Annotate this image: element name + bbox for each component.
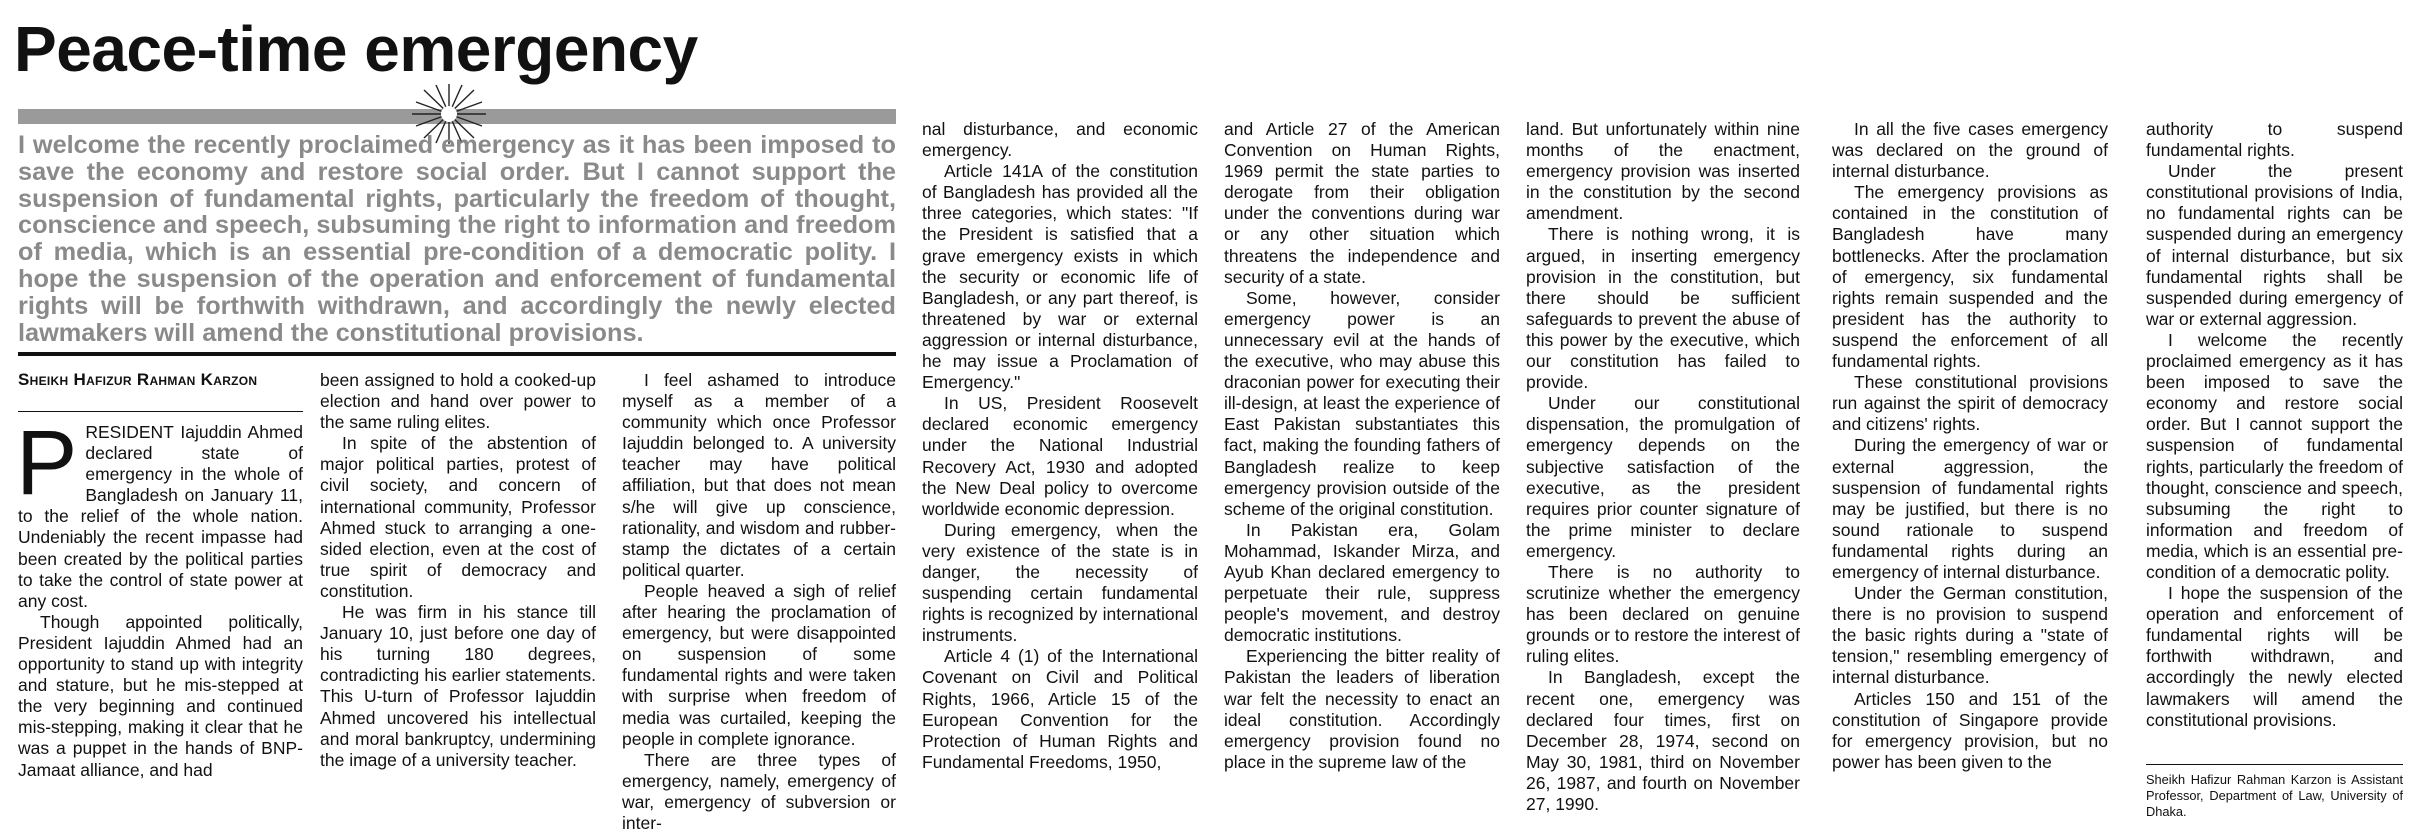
article-paragraph: In all the five cases emergency was declared on the ground of internal disturbance. [1832,119,2108,182]
article-column-6 [1526,119,1800,815]
article-column-5 [1224,119,1500,773]
article-paragraph: He was firm in his stance till January 10, just before one day of his turning 180 degrees, contradicting his earlier statements. This U-turn of Professor Iajuddin Ahmed uncovered his intellectual and moral bankruptcy, undermining the image of a university teacher. [320,602,596,770]
article-paragraph: authority to suspend fundamental rights. [2146,119,2403,161]
article-paragraph: In Bangladesh, except the recent one, emergency was declared four times, first on December 28, 1974, second on May 30, 1981, third on November 26, 1987, and fourth on November 27, 1990. [1526,667,1800,814]
article-paragraph: I feel ashamed to introduce myself as a member of a community which once Professor Iajuddin belonged to. A university teacher may have political affiliation, but that does not mean s/he will give up conscience, rationality, and wisdom and rubber-stamp the dictates of a certain political quarter. [622,370,896,580]
article-paragraph: I welcome the recently proclaimed emergency as it has been imposed to save the economy and restore social order. But I cannot support the suspension of fundamental rights, particularly the freedom of thought, conscience and speech, subsuming the right to information and freedom of media, which is an essential pre-condition of a democratic polity. [2146,329,2403,582]
article-paragraph: Some, however, consider emergency power is an unnecessary evil at the hands of the executive, who may abuse this draconian power for executing their ill-design, at least the experience of East Pakistan substantiates this fact, making the founding fathers of Bangladesh realize to keep emergency provision outside of the scheme of the original constitution. [1224,287,1500,519]
author-bio-rule [2146,764,2403,765]
byline: Sheikh Hafizur Rahman Karzon [18,370,258,389]
article-paragraph: Article 4 (1) of the International Covenant on Civil and Political Rights, 1966, Article 15 of the European Convention for the Protection of Human Rights and Fundamental Freedoms, 1950, [922,646,1198,772]
article-paragraph: I hope the suspension of the operation and enforcement of fundamental rights will be forthwith withdrawn, and accordingly the newly elected lawmakers will amend the constitutional provisions. [2146,583,2403,730]
article-column-2 [320,370,596,771]
article-paragraph: Articles 150 and 151 of the constitution of Singapore provide for emergency provision, but no power has been given to the [1832,688,2108,772]
article-paragraph: Though appointed politically, President Iajuddin Ahmed had an opportunity to stand up with integrity and stature, but he mis-stepped at the very beginning and continued mis-stepping, making it clear that he was a puppet in the hands of BNP-Jamaat alliance, and had [18,611,303,780]
author-bio: Sheikh Hafizur Rahman Karzon is Assistant Professor, Department of Law, University of Dhaka. [2146,772,2403,819]
article-paragraph: Article 141A of the constitution of Bangladesh has provided all the three categories, which states: "If the President is satisfied that a grave emergency exists in which the security or economic life of Bangladesh, or any part thereof, is threatened by war or external aggression or internal disturbance, he may issue a Proclamation of Emergency." [922,161,1198,393]
headline: Peace-time emergency [14,13,698,85]
article-paragraph: There are three types of emergency, namely, emergency of war, emergency of subversion or inter- [622,749,896,833]
article-paragraph: been assigned to hold a cooked-up election and hand over power to the same ruling elites. [320,370,596,433]
article-paragraph: People heaved a sigh of relief after hearing the proclamation of emergency, but were disappointed on suspension of some fundamental rights and were taken with surprise when freedom of media was curtailed, keeping the people in complete ignorance. [622,580,896,749]
article-paragraph: There is no authority to scrutinize whether the emergency has been declared on genuine grounds or to restore the interest of ruling elites. [1526,561,1800,667]
article-paragraph: Experiencing the bitter reality of Pakistan the leaders of liberation war felt the necessity to enact an ideal constitution. Accordingly emergency provision found no place in the supreme law of the [1224,646,1500,772]
article-column-7 [1832,119,2108,773]
article-paragraph: These constitutional provisions run against the spirit of democracy and citizens' rights. [1832,372,2108,435]
article-paragraph: Under our constitutional dispensation, the promulgation of emergency depends on the subjective satisfaction of the executive, as the president requires prior counter signature of the prime minister to declare emergency. [1526,393,1800,561]
article-paragraph: In US, President Roosevelt declared economic emergency under the National Industrial Recovery Act, 1930 and adopted the New Deal policy to overcome worldwide economic depression. [922,393,1198,519]
article-paragraph: nal disturbance, and economic emergency. [922,119,1198,161]
article-paragraph: Under the present constitutional provisions of India, no fundamental rights can be suspended during an emergency of internal disturbance, but six fundamental rights shall be suspended during emergency of war or external aggression. [2146,161,2403,329]
article-paragraph: and Article 27 of the American Convention on Human Rights, 1969 permit the state parties to derogate from their obligation under the conventions during war or any other situation which threatens the independence and security of a state. [1224,119,1500,287]
article-paragraph: Under the German constitution, there is no provision to suspend the basic rights during a "state of tension," resembling emergency of internal disturbance. [1832,583,2108,688]
article-column-3 [622,370,896,834]
article-paragraph: In spite of the abstention of major political parties, protest of civil society, and concern of international community, Professor Ahmed stuck to arranging a one-sided election, even at the cost of true spirit of democracy and constitution. [320,433,596,601]
drop-cap: P [16,412,78,514]
article-column-1 [16,412,303,781]
article-paragraph: In Pakistan era, Golam Mohammad, Iskander Mirza, and Ayub Khan declared emergency to perpetuate their rule, suppress people's movement, and destroy democratic institutions. [1224,519,1500,646]
article-paragraph: land. But unfortunately within nine months of the enactment, emergency provision was inserted in the constitution by the second amendment. [1526,119,1800,224]
standfirst-rule [18,352,896,356]
article-column-8 [2146,119,2403,731]
article-column-4 [922,119,1198,773]
article-paragraph: There is nothing wrong, it is argued, in inserting emergency provision in the constitution, but there should be sufficient safeguards to prevent the abuse of this power by the executive, which our constitution has failed to provide. [1526,224,1800,393]
article-paragraph: During emergency, when the very existence of the state is in danger, the necessity of suspending certain fundamental rights is recognized by international instruments. [922,519,1198,646]
article-paragraph: PRESIDENT Iajuddin Ahmed declared state of emergency in the whole of Bangladesh on January 11, to the relief of the whole nation. Undeniably the recent impasse had been created by the political parties to take the control of state power at any cost. [16,412,303,611]
standfirst: I welcome the recently proclaimed emergency as it has been imposed to save the economy and restore social order. But I cannot support the suspension of fundamental rights, particularly the freedom of thought, conscience and speech, subsuming the right to information and freedom of media, which is an essential pre-condition of a democratic polity. I hope the suspension of the operation and enforcement of fundamental rights will be forthwith withdrawn, and accordingly the newly elected lawmakers will amend the constitutional provisions. [18,131,896,347]
article-paragraph: During the emergency of war or external aggression, the suspension of fundamental rights may be justified, but there is no sound rationale to suspend fundamental rights during an emergency of internal disturbance. [1832,435,2108,582]
article-paragraph: The emergency provisions as contained in the constitution of Bangladesh have many bottlenecks. After the proclamation of emergency, six fundamental rights remain suspended and the president has the authority to suspend the enforcement of all fundamental rights. [1832,182,2108,372]
